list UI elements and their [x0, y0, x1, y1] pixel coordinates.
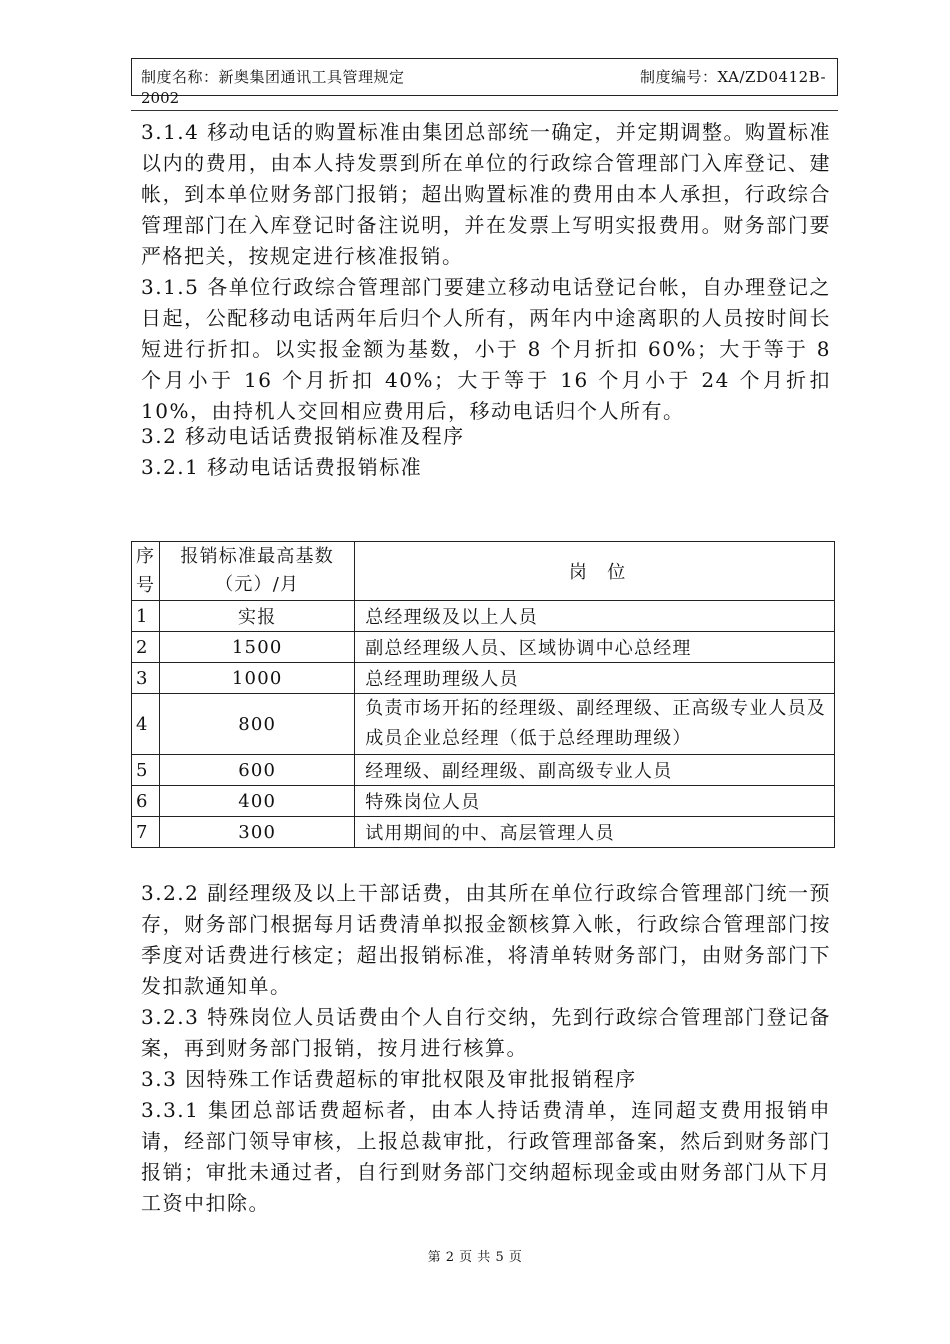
policy-code-year: 2002 — [141, 89, 180, 107]
row-no: 6 — [132, 786, 160, 817]
row-no: 1 — [132, 601, 160, 632]
row-position: 特殊岗位人员 — [355, 786, 835, 817]
row-amount: 600 — [160, 755, 355, 786]
paragraph-3-2-2: 3.2.2 副经理级及以上干部话费，由其所在单位行政综合管理部门统一预存，财务部门根据每月话费清单拟报金额核算入帐，行政综合管理部门按季度对话费进行核定；超出报销标准，将清单转财务部门，由财务部门下发扣款通知单。 — [141, 881, 831, 998]
paragraph-3-1-5: 3.1.5 各单位行政综合管理部门要建立移动电话登记台帐，自办理登记之日起，公配移动电话两年后归个人所有，两年内中途离职的人员按时间长短进行折扣。以实报金额为基数，小于 8 个月折扣 60%；大于等于 8 个月小于 16 个月折扣 40%；大于等于 16 个月小于 24 个月折扣 10%，由持机人交回相应费用后，移动电话归个人所有。 — [141, 275, 831, 423]
heading-3-3: 3.3 因特殊工作话费超标的审批权限及审批报销程序 — [141, 1067, 637, 1091]
table-row — [132, 817, 835, 848]
table-header-row — [132, 542, 835, 601]
table-row — [132, 694, 835, 755]
header-position: 岗 位 — [355, 542, 835, 601]
row-amount: 1500 — [160, 632, 355, 663]
table-row — [132, 786, 835, 817]
header-no: 序号 — [132, 542, 160, 601]
heading-3-2: 3.2 移动电话话费报销标准及程序 — [141, 424, 465, 448]
row-no: 4 — [132, 694, 160, 755]
row-no: 7 — [132, 817, 160, 848]
header-divider — [131, 110, 838, 111]
row-no: 5 — [132, 755, 160, 786]
policy-name: 制度名称：新奥集团通讯工具管理规定 — [141, 68, 405, 86]
page-number: 第 2 页 共 5 页 — [427, 1250, 523, 1265]
table-row — [132, 755, 835, 786]
row-position: 总经理级及以上人员 — [355, 601, 835, 632]
header-amount: 报销标准最高基数（元）/月 — [160, 542, 355, 601]
row-no: 2 — [132, 632, 160, 663]
paragraph-3-1-4: 3.1.4 移动电话的购置标准由集团总部统一确定，并定期调整。购置标准以内的费用，由本人持发票到所在单位的行政综合管理部门入库登记、建帐，到本单位财务部门报销；超出购置标准的费用由本人承担，行政综合管理部门在入库登记时备注说明，并在发票上写明实报费用。财务部门要严格把关，按规定进行核准报销。 — [141, 120, 831, 268]
row-amount: 实报 — [160, 601, 355, 632]
row-amount: 800 — [160, 694, 355, 755]
row-position: 副总经理级人员、区域协调中心总经理 — [355, 632, 835, 663]
paragraph-3-3-1: 3.3.1 集团总部话费超标者，由本人持话费清单，连同超支费用报销申请，经部门领导审核，上报总裁审批，行政管理部备案，然后到财务部门报销；审批未通过者，自行到财务部门交纳超标现金或由财务部门从下月工资中扣除。 — [141, 1098, 831, 1215]
table-row — [132, 663, 835, 694]
heading-3-2-1: 3.2.1 移动电话话费报销标准 — [141, 455, 423, 479]
row-position: 经理级、副经理级、副高级专业人员 — [355, 755, 835, 786]
paragraph-3-2-3: 3.2.3 特殊岗位人员话费由个人自行交纳，先到行政综合管理部门登记备案，再到财务部门报销，按月进行核算。 — [141, 1005, 831, 1060]
row-position: 试用期间的中、高层管理人员 — [355, 817, 835, 848]
row-no: 3 — [132, 663, 160, 694]
reimbursement-table — [131, 541, 835, 848]
row-amount: 1000 — [160, 663, 355, 694]
row-position: 总经理助理级人员 — [355, 663, 835, 694]
row-amount: 400 — [160, 786, 355, 817]
table-row — [132, 601, 835, 632]
table-row — [132, 632, 835, 663]
policy-code: 制度编号：XA/ZD0412B- — [640, 68, 827, 86]
row-position: 负责市场开拓的经理级、副经理级、正高级专业人员及成员企业总经理（低于总经理助理级） — [355, 694, 835, 755]
row-amount: 300 — [160, 817, 355, 848]
